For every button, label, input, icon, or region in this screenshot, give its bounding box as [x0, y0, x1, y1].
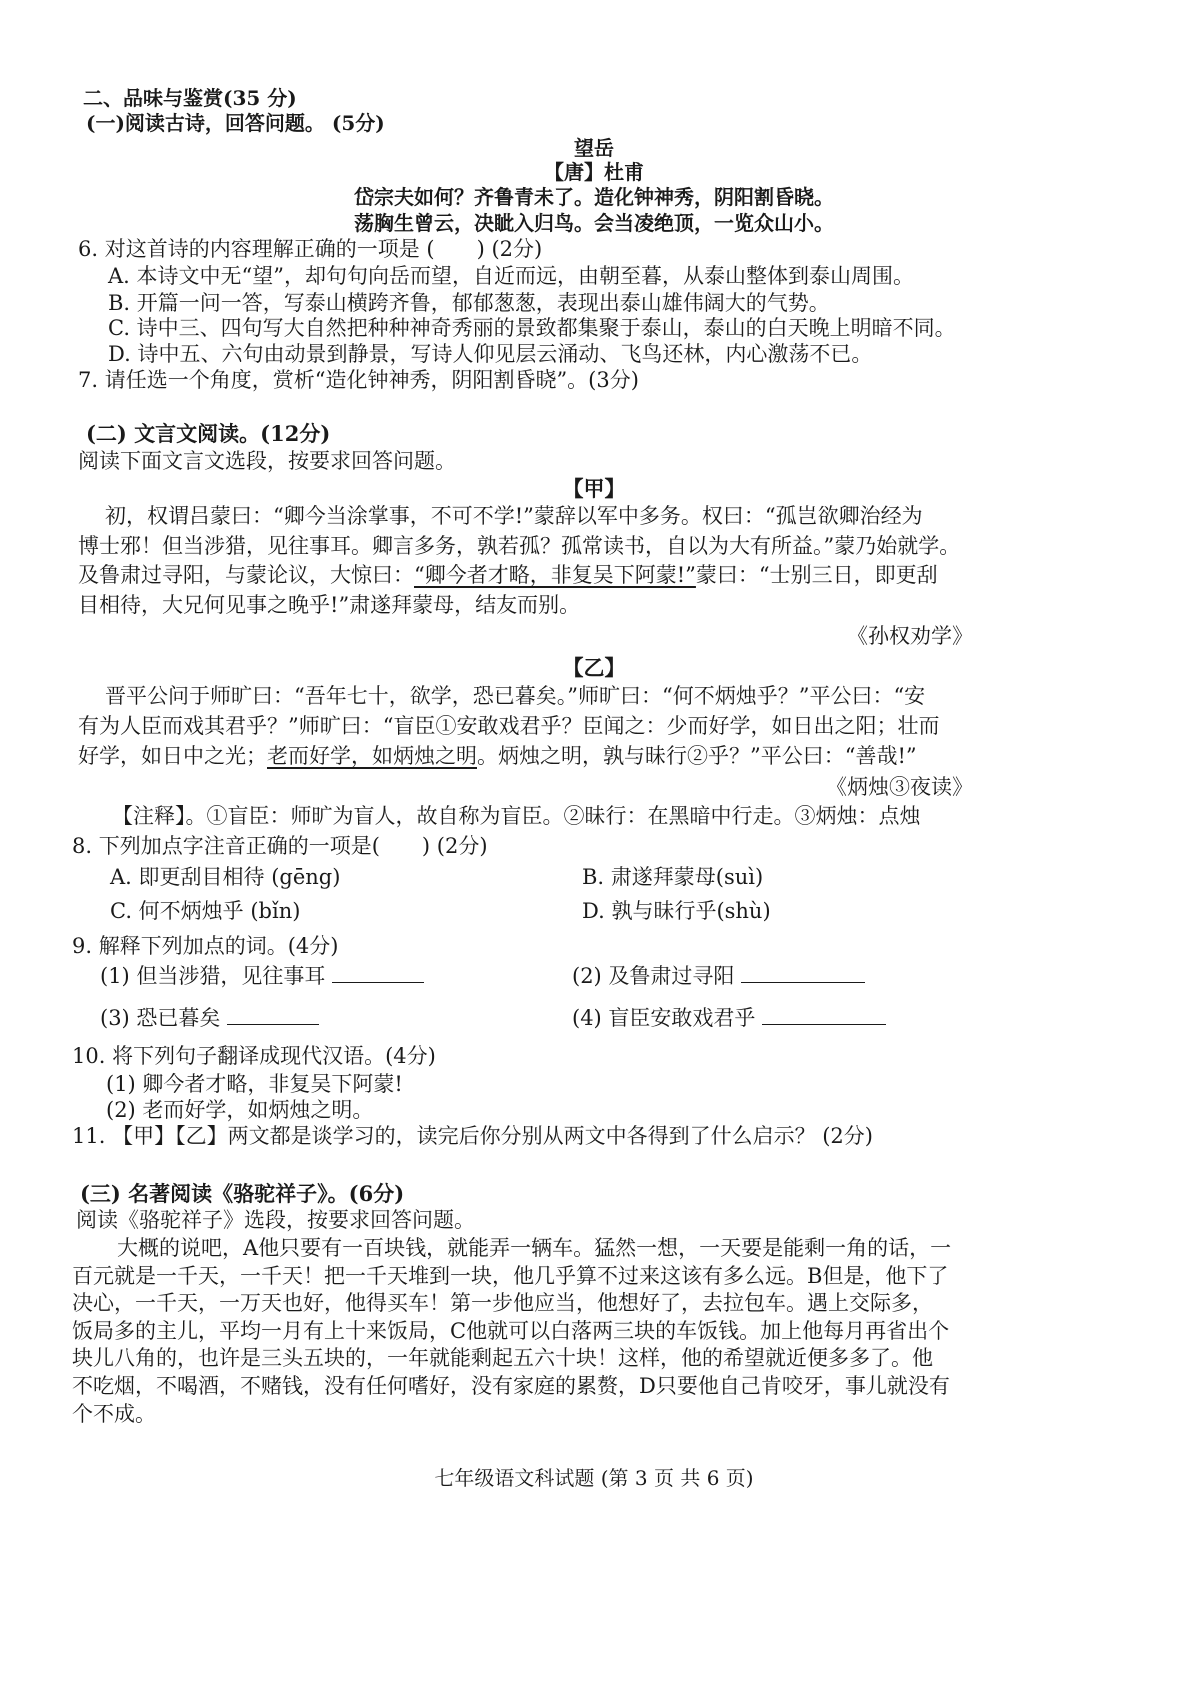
passage-jia-line-1: 初，权谓吕蒙曰：“卿今当涂掌事，不可不学!”蒙辞以军中多务。权曰：“孤岂欲卿治经为 [105, 504, 923, 528]
question-9-item-2-text: (2) 及鲁肃过寻阳 [572, 964, 735, 988]
passage-yi-source: 《炳烛③夜读》 [826, 775, 973, 799]
question-9-item-3-text: (3) 恐已暮矣 [100, 1006, 221, 1030]
section-heading: 二、品味与鉴赏(35 分) [83, 86, 297, 110]
part1-heading: (一)阅读古诗，回答问题。 (5分) [86, 111, 385, 135]
poem-line-1: 岱宗夫如何？齐鲁青未了。造化钟神秀，阴阳割昏晓。 [354, 185, 834, 209]
passage-jia-source: 《孙权劝学》 [847, 624, 973, 648]
question-6-option-b: B. 开篇一问一答，写泰山横跨齐鲁，郁郁葱葱，表现出泰山雄伟阔大的气势。 [108, 291, 830, 315]
passage-jia-line-3-b: 蒙曰：“士别三日，即更刮 [695, 563, 938, 587]
novel-passage-line-1: 大概的说吧，A他只要有一百块钱，就能弄一辆车。猛然一想，一天要是能剩一角的话，一 [117, 1236, 952, 1260]
passage-yi-line-2: 有为人臣而戏其君乎？”师旷曰：“盲臣①安敢戏君乎？臣闻之：少而好学，如日出之阳；壮而 [78, 714, 940, 738]
question-10-sentence-2: (2) 老而好学，如炳烛之明。 [106, 1098, 374, 1122]
passage-jia-underlined-sentence: “卿今者才略，非复吴下阿蒙!” [414, 563, 696, 587]
poem-author: 【唐】杜甫 [544, 160, 644, 184]
novel-passage-line-2: 百元就是一千天，一千天！把一千天堆到一块，他几乎算不过来这该有多么远。B但是，他下了 [72, 1264, 949, 1288]
poem-title: 望岳 [574, 136, 614, 160]
question-10-sentence-1: (1) 卿今者才略，非复吴下阿蒙! [106, 1072, 403, 1096]
question-8-option-d: D. 孰与昧行乎(shù) [582, 899, 771, 923]
part2-intro: 阅读下面文言文选段，按要求回答问题。 [78, 449, 456, 473]
passage-yi-underlined-sentence: 老而好学，如炳烛之明 [267, 744, 477, 768]
question-9-item-3 [100, 1004, 319, 1032]
question-9-item-2 [572, 962, 865, 990]
novel-passage-line-6: 不吃烟，不喝酒，不赌钱，没有任何嗜好，没有家庭的累赘，D只要他自己肯咬牙，事儿就没有 [72, 1374, 950, 1398]
passage-yi-line-3-b: 。炳烛之明，孰与昧行②乎？”平公曰：“善哉!” [477, 744, 917, 768]
part3-heading: (三) 名著阅读《骆驼祥子》。(6分) [80, 1181, 405, 1206]
question-6-option-a: A. 本诗文中无“望”，却句句向岳而望，自近而远，由朝至暮，从泰山整体到泰山周围。 [108, 264, 914, 288]
part2-heading: (二) 文言文阅读。(12分) [86, 421, 331, 446]
part3-intro: 阅读《骆驼祥子》选段，按要求回答问题。 [76, 1208, 475, 1232]
passage-jia-label: 【甲】 [562, 476, 626, 501]
question-10-stem: 10. 将下列句子翻译成现代汉语。(4分) [72, 1044, 436, 1068]
question-6-option-d: D. 诗中五、六句由动景到静景，写诗人仰见层云涌动、飞鸟还林，内心激荡不已。 [108, 342, 873, 366]
question-9-item-4-text: (4) 盲臣安敢戏君乎 [572, 1006, 756, 1030]
passage-yi-label: 【乙】 [562, 655, 626, 680]
question-9-item-4 [572, 1004, 886, 1032]
question-9-item-1-text: (1) 但当涉猎，见往事耳 [100, 964, 326, 988]
novel-passage-line-7: 个不成。 [72, 1402, 156, 1426]
question-11: 11. 【甲】【乙】两文都是谈学习的，读完后你分别从两文中各得到了什么启示？ (2分) [72, 1124, 873, 1148]
question-8-stem: 8. 下列加点字注音正确的一项是( ) (2分) [72, 834, 488, 858]
passage-yi-line-1: 晋平公问于师旷曰：“吾年七十，欲学，恐已暮矣。”师旷曰：“何不炳烛乎？”平公曰：“安 [105, 684, 926, 708]
passage-jia-line-2: 博士邪！但当涉猎，见往事耳。卿言多务，孰若孤？孤常读书，自以为大有所益。”蒙乃始就学。 [78, 534, 961, 558]
answer-blank-9-3[interactable] [227, 1004, 319, 1025]
annotations: 【注释】。①盲臣：师旷为盲人，故自称为盲臣。②昧行：在黑暗中行走。③炳烛：点烛 [112, 804, 921, 828]
question-6-option-c: C. 诗中三、四句写大自然把种种神奇秀丽的景致都集聚于泰山，泰山的白天晚上明暗不同。 [108, 316, 956, 340]
question-8-option-c: C. 何不炳烛乎 (bǐn) [110, 899, 301, 923]
question-9-item-1 [100, 962, 424, 990]
poem-line-2: 荡胸生曾云，决眦入归鸟。会当凌绝顶，一览众山小。 [354, 211, 834, 235]
question-8-option-a: A. 即更刮目相待 (gēng) [110, 865, 341, 889]
novel-passage-line-4: 饭局多的主儿，平均一月有上十来饭局，C他就可以白落两三块的车饭钱。加上他每月再省出个 [72, 1319, 950, 1343]
question-8-option-b: B. 肃遂拜蒙母(suì) [582, 865, 764, 889]
question-7: 7. 请任选一个角度，赏析“造化钟神秀，阴阳割昏晓”。(3分) [78, 368, 639, 392]
passage-yi-line-3 [78, 742, 917, 770]
question-6-stem: 6. 对这首诗的内容理解正确的一项是 ( ) (2分) [78, 237, 543, 261]
passage-jia-line-4: 目相待，大兄何见事之晚乎!”肃遂拜蒙母，结友而别。 [78, 593, 581, 617]
novel-passage-line-5: 块儿八角的，也许是三头五块的，一年就能剩起五六十块！这样，他的希望就近便多多了。他 [72, 1346, 933, 1370]
answer-blank-9-1[interactable] [332, 962, 424, 983]
passage-jia-line-3 [78, 561, 938, 589]
question-9-stem: 9. 解释下列加点的词。(4分) [72, 934, 339, 958]
answer-blank-9-4[interactable] [762, 1004, 886, 1025]
answer-blank-9-2[interactable] [741, 962, 865, 983]
passage-jia-line-3-a: 及鲁肃过寻阳，与蒙论议，大惊曰： [78, 563, 414, 587]
novel-passage-line-3: 决心，一千天，一万天也好，他得买车！第一步他应当，他想好了，去拉包车。遇上交际多， [72, 1291, 933, 1315]
passage-yi-line-3-a: 好学，如日中之光； [78, 744, 267, 768]
page-footer: 七年级语文科试题 (第 3 页 共 6 页) [434, 1466, 754, 1490]
